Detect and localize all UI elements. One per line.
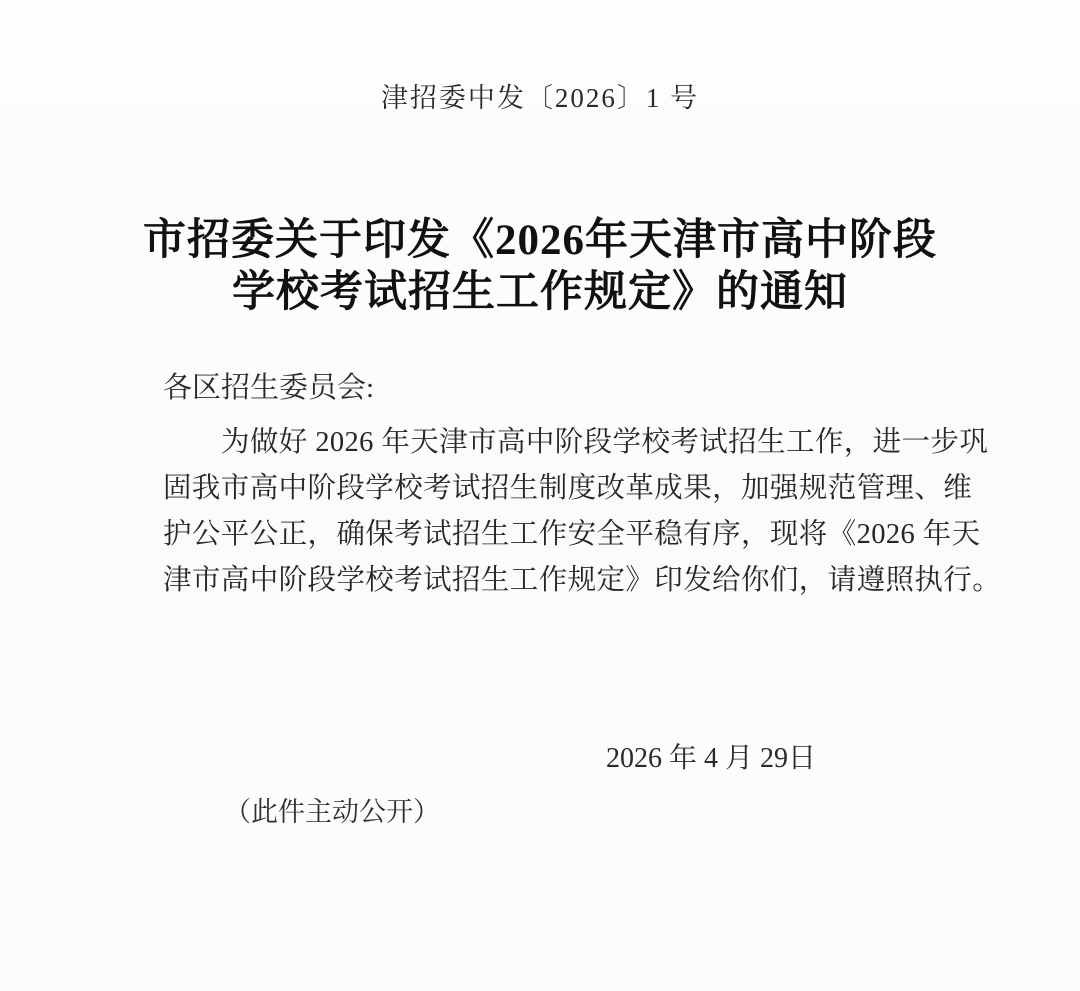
publicity-note: （此件主动公开） [224,797,440,827]
salutation: 各区招生委员会: [163,372,375,404]
body-line: 固我市高中阶段学校考试招生制度改革成果，加强规范管理、维 [163,473,973,504]
document-title-line-2: 学校考试招生工作规定》的通知 [232,269,848,316]
document-number: 津招委中发〔2026〕1 号 [380,83,700,113]
body-line: 津市高中阶段学校考试招生工作规定》印发给你们，请遵照执行。 [163,565,1002,596]
document-title [0,215,1080,319]
document-title-line-1: 市招委关于印发《2026年天津市高中阶段 [143,217,937,264]
body-paragraph [163,420,1002,604]
issue-date: 2026 年 4 月 29日 [605,743,816,774]
body-line: 为做好 2026 年天津市高中阶段学校考试招生工作，进一步巩 [221,427,989,458]
document-content [163,365,1002,604]
body-line: 护公平公正，确保考试招生工作安全平稳有序，现将《2026 年天 [163,519,981,550]
